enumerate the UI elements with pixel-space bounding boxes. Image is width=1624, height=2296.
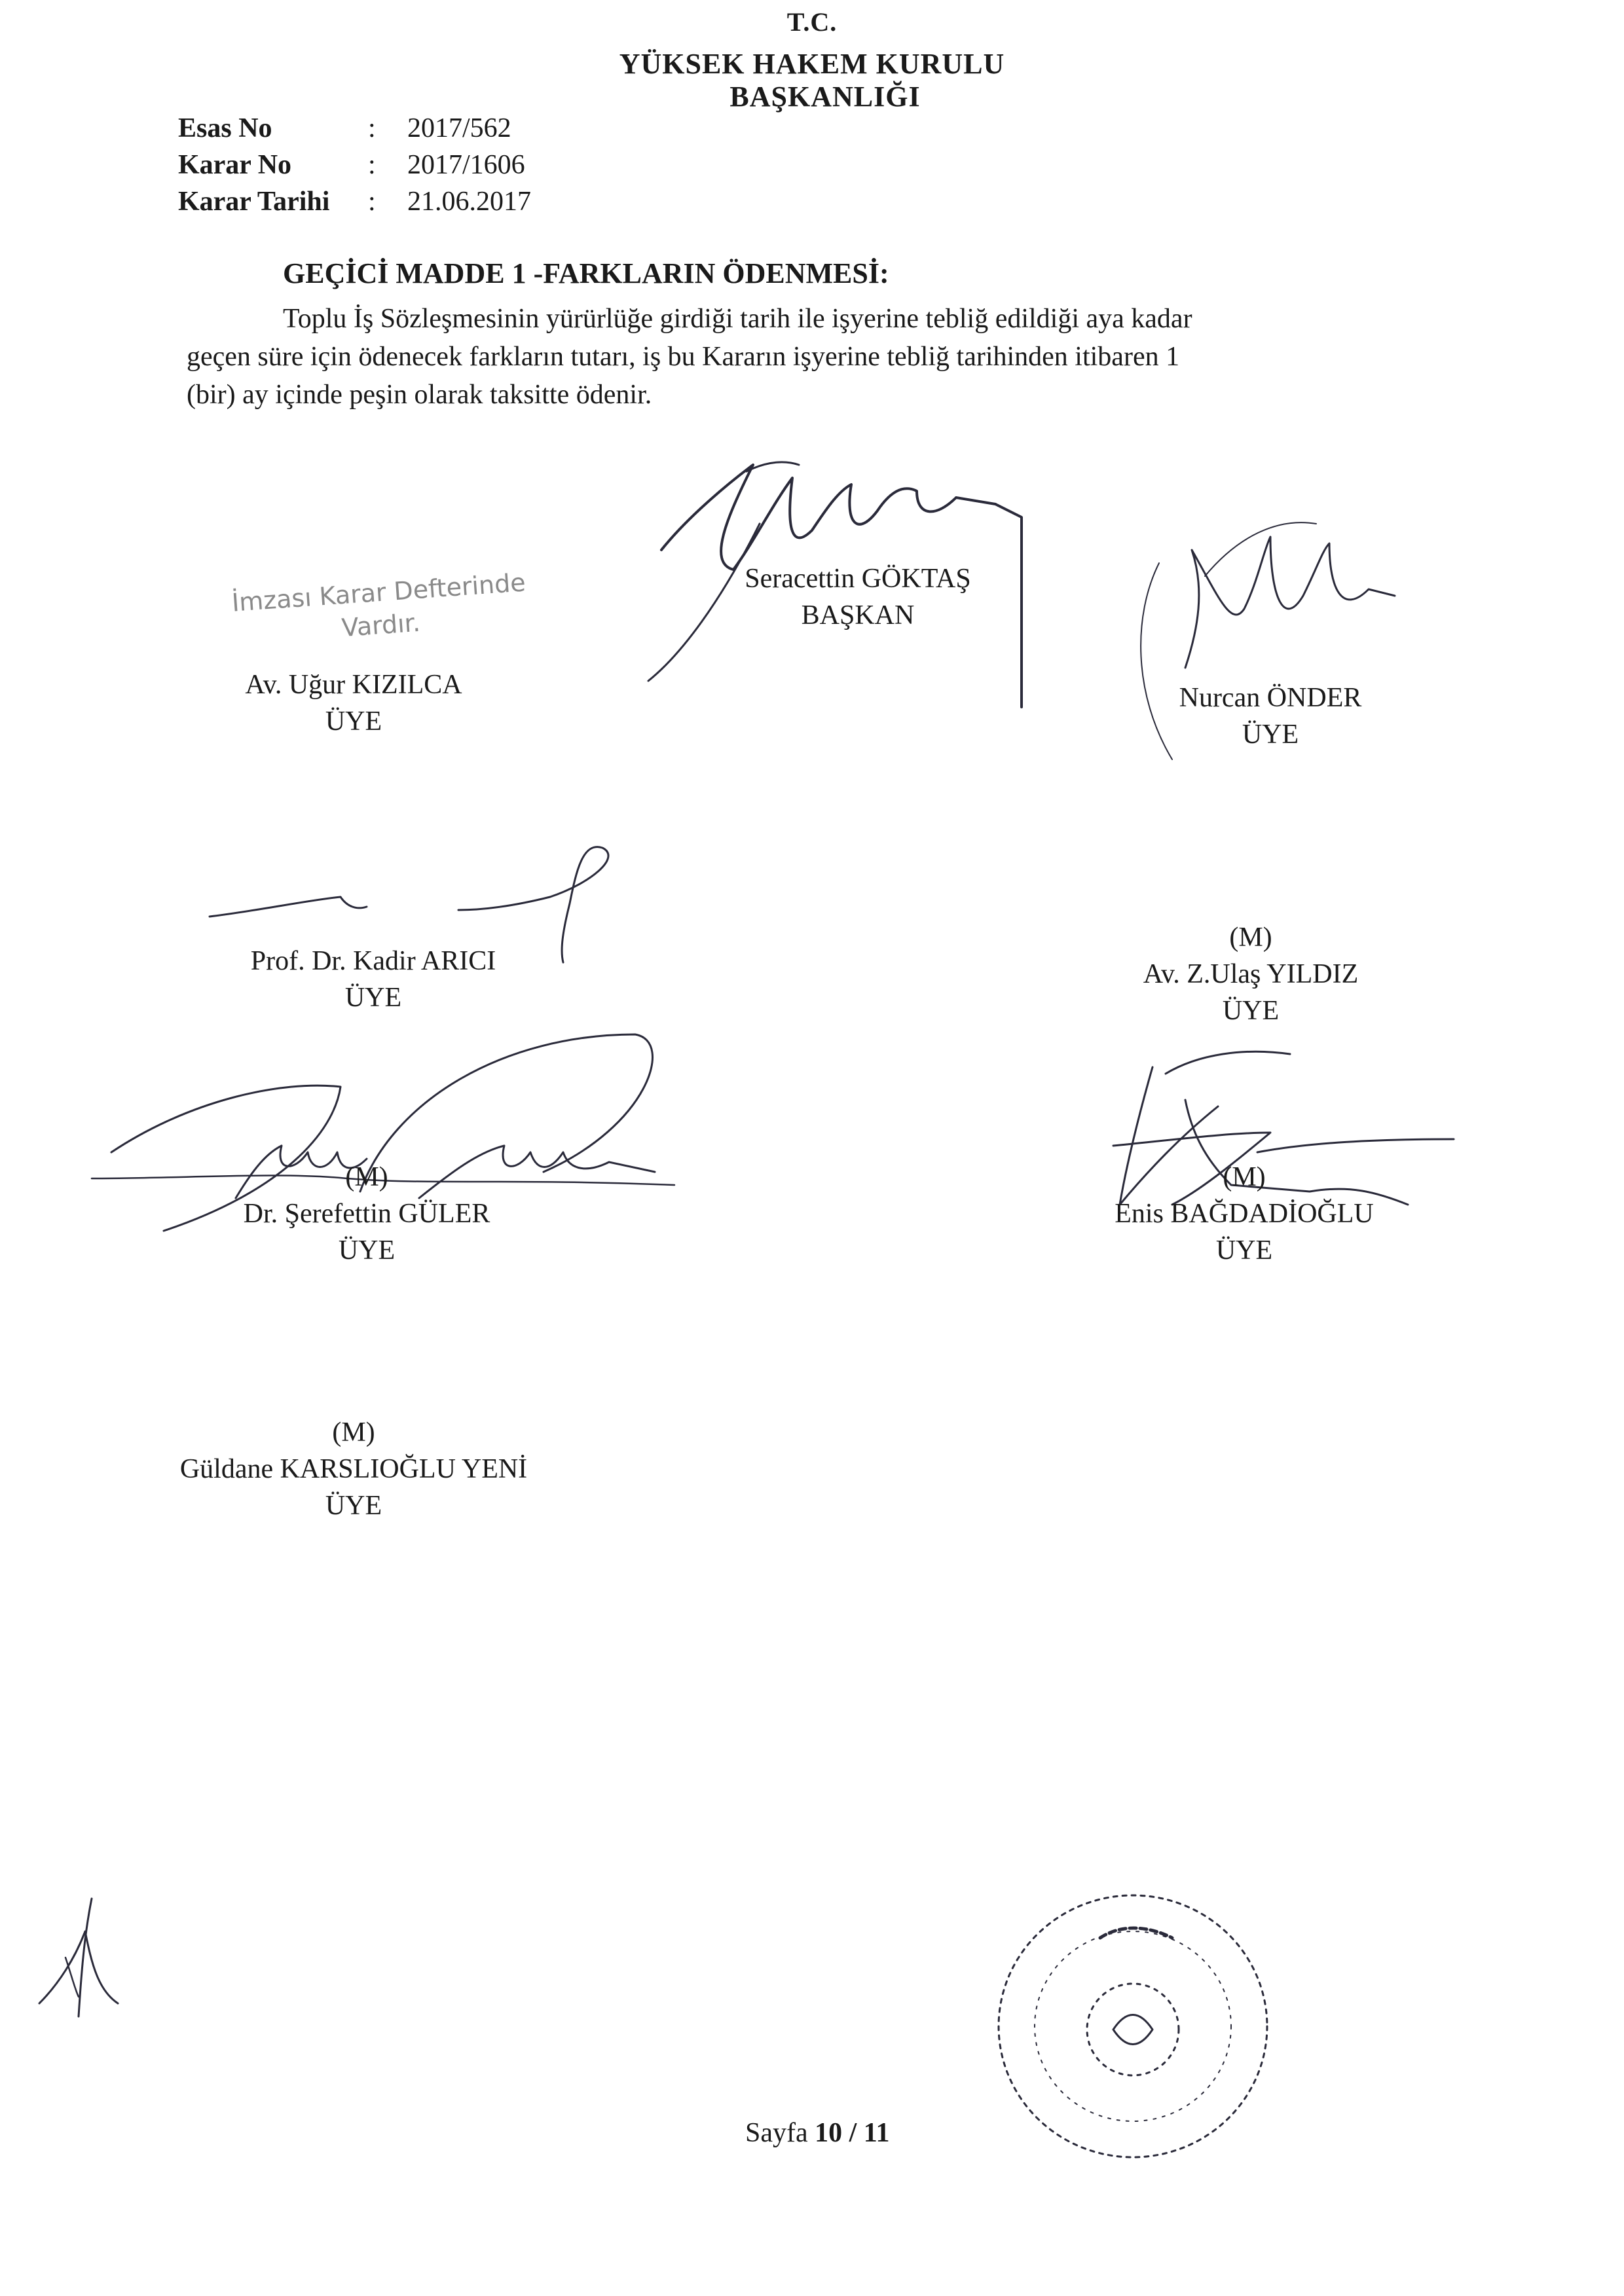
stamp-line-2: Vardır.	[341, 608, 422, 643]
case-number-label: Esas No	[178, 113, 272, 143]
member-guler	[203, 1159, 530, 1269]
member-arici	[210, 943, 537, 1016]
page-prefix: Sayfa	[745, 2118, 808, 2148]
member-role: ÜYE	[325, 706, 382, 737]
member-name: Prof. Dr. Kadir ARICI	[250, 946, 496, 976]
article-line-2: geçen süre için ödenecek farkların tutarı, iş bu Kararın işyerine tebliğ tarihinden itibaren 1	[187, 342, 1180, 372]
member-role: ÜYE	[1242, 720, 1299, 750]
decision-number-value: 2017/1606	[407, 150, 525, 180]
member-name: Av. Uğur KIZILCA	[245, 670, 462, 700]
member-mark: (M)	[345, 1162, 388, 1192]
member-kizilca	[190, 666, 517, 740]
member-bagdadioglu	[1080, 1159, 1408, 1269]
member-name: Nurcan ÖNDER	[1179, 683, 1362, 713]
header-dept: BAŞKANLIĞI	[729, 81, 921, 113]
case-number-value: 2017/562	[407, 113, 511, 143]
member-yildiz	[1087, 919, 1414, 1029]
decision-date-value: 21.06.2017	[407, 187, 531, 217]
page-number: 10 / 11	[815, 2118, 890, 2148]
header-top: T.C.	[786, 7, 838, 37]
member-role: ÜYE	[1215, 1235, 1273, 1266]
article-title: GEÇİCİ MADDE 1 -FARKLARIN ÖDENMESİ:	[283, 257, 889, 289]
official-seal-icon	[989, 1886, 1277, 2167]
colon: :	[368, 113, 376, 143]
member-name: Güldane KARSLIOĞLU YENİ	[179, 1454, 528, 1484]
decision-date-label: Karar Tarihi	[178, 187, 330, 217]
colon: :	[368, 150, 376, 180]
decision-date-row	[178, 186, 531, 217]
member-onder	[1133, 680, 1408, 753]
header-org: YÜKSEK HAKEM KURULU	[619, 48, 1005, 80]
decision-number-row	[178, 149, 525, 181]
decision-number-label: Karar No	[178, 150, 292, 180]
member-mark: (M)	[1229, 922, 1272, 953]
president-block	[694, 560, 1022, 634]
president-role: BAŞKAN	[801, 600, 915, 630]
member-name: Av. Z.Ulaş YILDIZ	[1143, 959, 1359, 989]
article-line-3: (bir) ay içinde peşin olarak taksitte ödenir.	[187, 380, 652, 410]
president-name: Seracettin GÖKTAŞ	[745, 564, 971, 594]
member-mark: (M)	[1223, 1162, 1266, 1192]
member-role: ÜYE	[1222, 996, 1280, 1026]
stamp-line-1: İmzası Karar Defterinde	[231, 568, 526, 617]
article-line-1: Toplu İş Sözleşmesinin yürürlüğe girdiği tarih ile işyerine tebliğ edildiği aya kadar	[283, 304, 1192, 334]
member-karslioglu	[170, 1414, 537, 1524]
case-number-row	[178, 113, 511, 144]
member-role: ÜYE	[325, 1491, 382, 1521]
member-role: ÜYE	[338, 1235, 396, 1266]
member-name: Enis BAĞDADİOĞLU	[1115, 1199, 1374, 1229]
member-mark: (M)	[332, 1417, 375, 1448]
colon: :	[368, 187, 376, 217]
signature-register-stamp	[208, 564, 552, 653]
page-indicator	[745, 2117, 890, 2149]
member-role: ÜYE	[344, 983, 402, 1013]
initials-signature	[26, 1892, 131, 2023]
member-name: Dr. Şerefettin GÜLER	[243, 1199, 490, 1229]
